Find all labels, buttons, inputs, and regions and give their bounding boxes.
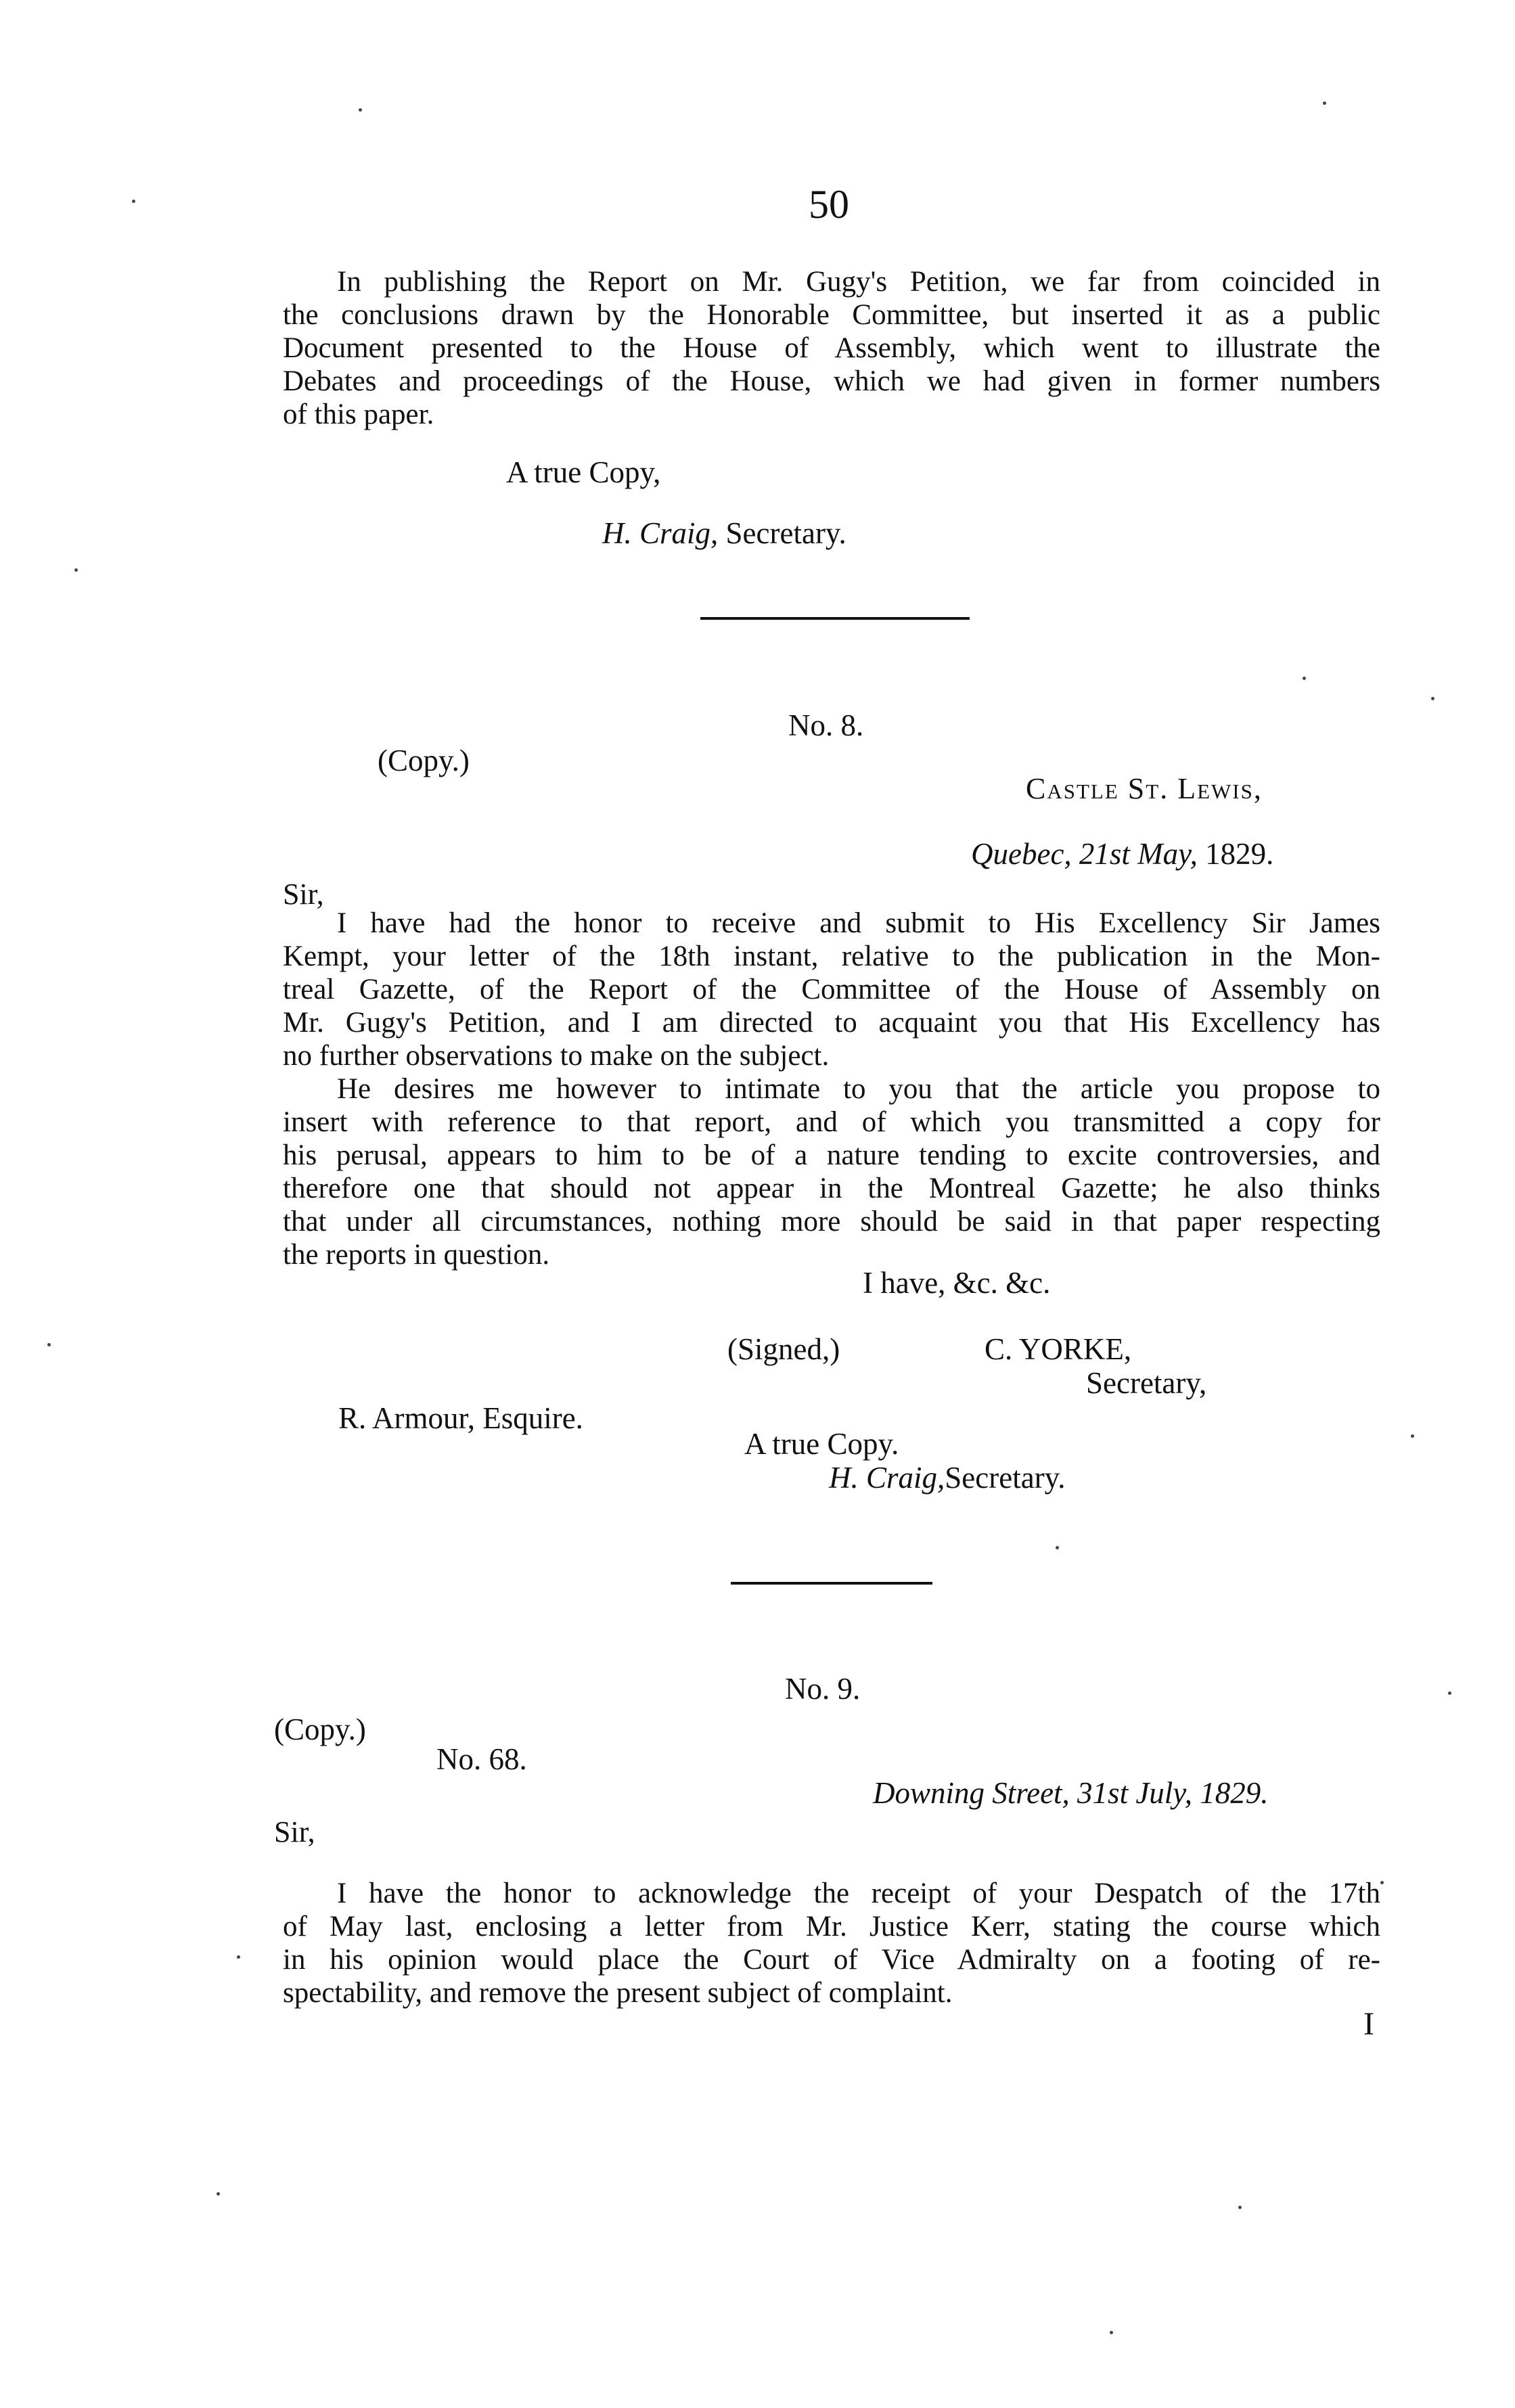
intro-paragraph [283, 265, 1380, 431]
doc9-body [283, 1877, 1380, 2009]
scan-speck [47, 1343, 51, 1346]
doc8-line: I have had the honor to receive and submit to His Excellency Sir James [337, 907, 1380, 939]
scan-speck [1056, 1546, 1059, 1549]
section-divider [731, 1582, 932, 1585]
scan-speck [217, 2192, 220, 2196]
scan-speck [74, 568, 78, 572]
intro-line: the conclusions drawn by the Honorable Committee, but inserted it as a public [283, 299, 1380, 331]
true-copy-label: A true Copy, [506, 455, 661, 489]
doc9-line: spectability, and remove the present subject of complaint. [283, 1977, 953, 2009]
doc8-line: Kempt, your letter of the 18th instant, relative to the publication in the Mon- [283, 940, 1380, 972]
doc8-true-copy-label: A true Copy. [744, 1427, 899, 1461]
intro-line: Document presented to the House of Assembly, which went to illustrate the [283, 332, 1380, 364]
scan-speck [237, 1955, 240, 1959]
doc8-true-copy-signature [829, 1460, 1066, 1495]
true-copy-signature [602, 516, 846, 551]
scan-speck [1110, 2331, 1113, 2334]
intro-line: Debates and proceedings of the House, which we had given in former numbers [283, 365, 1380, 397]
doc9-line: in his opinion would place the Court of Vice Admiralty on a footing of re- [283, 1944, 1380, 1976]
doc8-line: the reports in question. [283, 1239, 550, 1271]
doc8-year: 1829. [1205, 837, 1274, 871]
doc8-salutation: Sir, [283, 878, 324, 911]
doc8-date-place: Quebec, [971, 837, 1072, 871]
doc8-line: He desires me however to intimate to you that the article you propose to [337, 1073, 1380, 1105]
true-copy-title: Secretary. [725, 516, 846, 550]
doc8-line: no further observations to make on the subject. [283, 1040, 830, 1072]
scan-speck [1411, 1434, 1414, 1438]
section-divider [700, 617, 970, 620]
doc9-number: No. 9. [785, 1672, 861, 1706]
scan-speck [1380, 1881, 1384, 1884]
doc8-line: his perusal, appears to him to be of a nature tending to excite controversies, and [283, 1139, 1380, 1171]
scan-speck [1238, 2206, 1242, 2209]
catchword: I [1363, 2006, 1374, 2042]
doc8-true-copy-title: Secretary. [945, 1461, 1066, 1495]
doc8-place: Castle St. Lewis, [1026, 772, 1263, 805]
doc9-salutation: Sir, [274, 1815, 315, 1848]
doc8-dateline [971, 836, 1273, 871]
doc8-signer: C. YORKE, [985, 1332, 1132, 1366]
doc8-copy-label: (Copy.) [378, 744, 470, 777]
doc9-line: I have the honor to acknowledge the receipt of your Despatch of the 17th [337, 1878, 1380, 1909]
scan-speck [1303, 677, 1306, 680]
doc9-ref-number: No. 68. [436, 1742, 527, 1776]
intro-line: of this paper. [283, 399, 434, 430]
doc8-line: treal Gazette, of the Report of the Committee of the House of Assembly on [283, 974, 1380, 1005]
scan-speck [132, 200, 135, 203]
doc8-date: 21st May, [1079, 837, 1198, 871]
doc8-line: therefore one that should not appear in the Montreal Gazette; he also thinks [283, 1173, 1380, 1204]
scan-speck [1448, 1691, 1451, 1695]
scan-speck [359, 108, 362, 112]
doc8-signer-title: Secretary, [1086, 1366, 1207, 1400]
doc8-line: insert with reference to that report, and of which you transmitted a copy for [283, 1106, 1380, 1138]
scan-speck [1323, 101, 1326, 105]
doc8-number: No. 8. [788, 708, 864, 742]
doc9-place-date: Downing Street, 31st July, 1829. [873, 1776, 1269, 1810]
doc8-line: that under all circumstances, nothing more should be said in that paper respecting [283, 1206, 1380, 1237]
doc8-addressee: R. Armour, Esquire. [338, 1401, 583, 1435]
intro-line: In publishing the Report on Mr. Gugy's Petition, we far from coincided in [337, 266, 1380, 298]
doc8-true-copy-name: H. Craig, [829, 1461, 945, 1495]
doc8-line: Mr. Gugy's Petition, and I am directed to acquaint you that His Excellency has [283, 1007, 1380, 1039]
doc8-closing: I have, &c. &c. [863, 1266, 1051, 1300]
doc9-line: of May last, enclosing a letter from Mr. Justice Kerr, stating the course which [283, 1911, 1380, 1943]
doc8-signed-label: (Signed,) [727, 1332, 840, 1366]
doc8-body [283, 907, 1380, 1271]
doc9-copy-label: (Copy.) [274, 1712, 366, 1746]
scan-speck [1431, 697, 1434, 700]
true-copy-name: H. Craig, [602, 516, 719, 550]
page-number: 50 [809, 182, 849, 227]
